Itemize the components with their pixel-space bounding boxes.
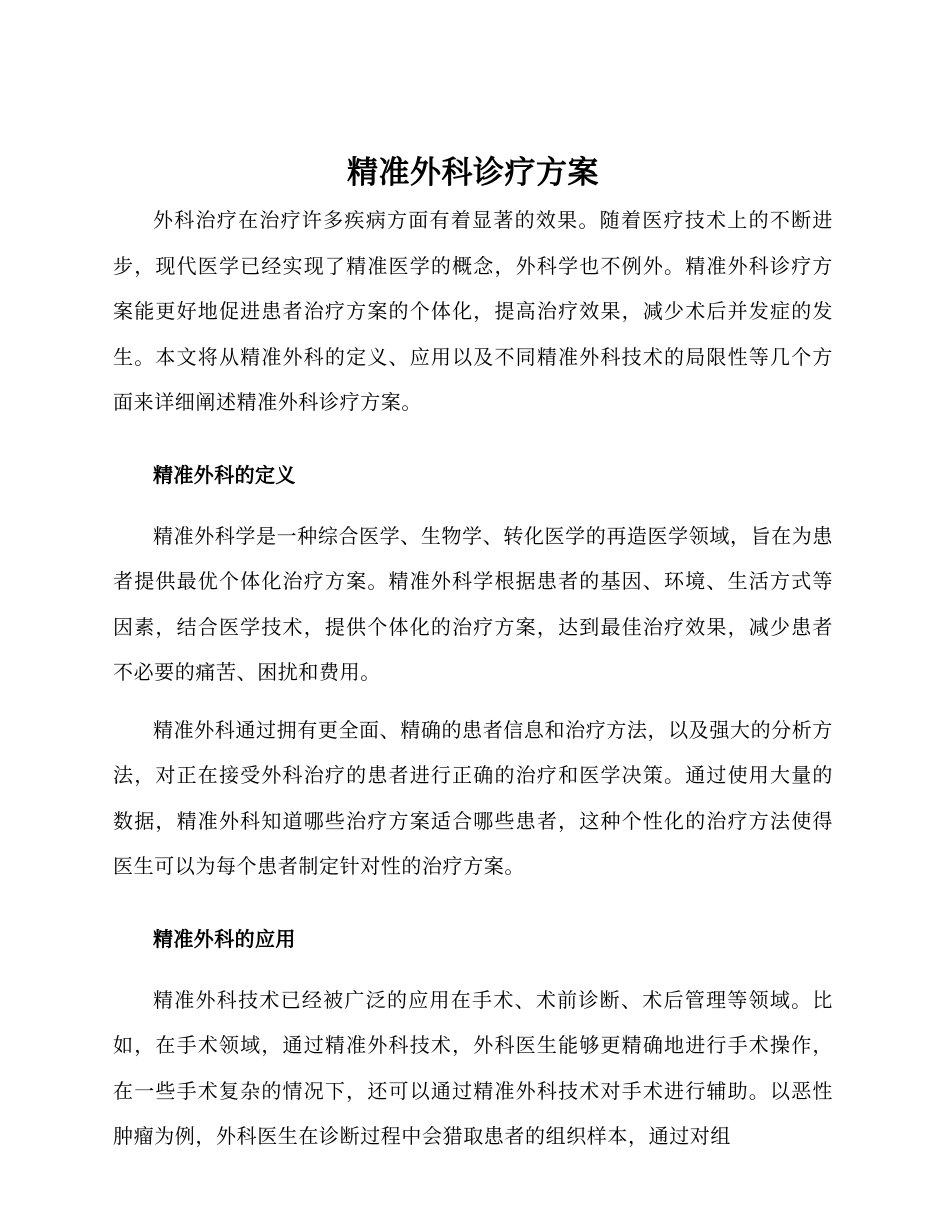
definition-paragraph-2: 精准外科通过拥有更全面、精确的患者信息和治疗方法，以及强大的分析方法，对正在接受外科治疗的患者进行正确的治疗和医学决策。通过使用大量的数据，精准外科知道哪些治疗方案适合哪些患者，这种个性化的治疗方法使得医生可以为每个患者制定针对性的治疗方案。 — [113, 717, 833, 878]
section-heading-application: 精准外科的应用 — [153, 926, 296, 951]
document-title: 精准外科诊疗方案 — [347, 155, 599, 191]
intro-paragraph: 外科治疗在治疗许多疾病方面有着显著的效果。随着医疗技术上的不断进步，现代医学已经实现了精准医学的概念，外科学也不例外。精准外科诊疗方案能更好地促进患者治疗方案的个体化，提高治疗效果，减少术后并发症的发生。本文将从精准外科的定义、应用以及不同精准外科技术的局限性等几个方面来详细阐述精准外科诊疗方案。 — [113, 208, 833, 414]
document-page — [113, 150, 833, 1160]
definition-paragraph-1: 精准外科学是一种综合医学、生物学、转化医学的再造医学领域，旨在为患者提供最优个体化治疗方案。精准外科学根据患者的基因、环境、生活方式等因素，结合医学技术，提供个体化的治疗方案，达到最佳治疗效果，减少患者不必要的痛苦、困扰和费用。 — [113, 523, 833, 684]
application-paragraph-1: 精准外科技术已经被广泛的应用在手术、术前诊断、术后管理等领域。比如，在手术领域，通过精准外科技术，外科医生能够更精确地进行手术操作，在一些手术复杂的情况下，还可以通过精准外科技术对手术进行辅助。以恶性肿瘤为例，外科医生在诊断过程中会猎取患者的组织样本，通过对组 — [113, 987, 833, 1148]
section-heading-definition: 精准外科的定义 — [153, 462, 296, 487]
